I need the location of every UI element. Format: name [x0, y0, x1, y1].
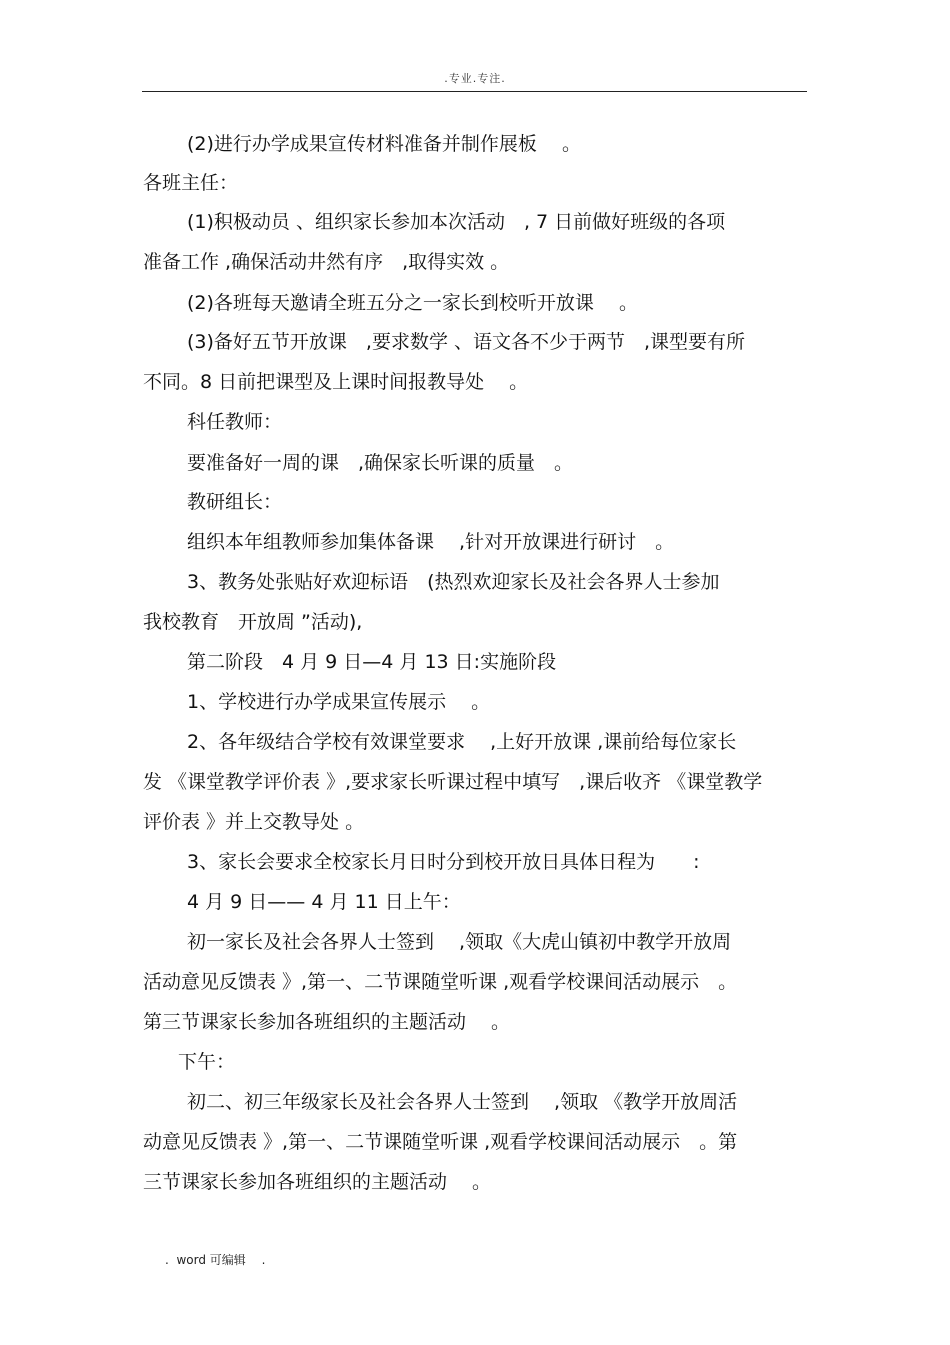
- body-line: 科任教师：: [187, 411, 283, 433]
- body-line: 评价表 》并上交教导处 。: [143, 811, 365, 833]
- page-header: .专业.专注.: [444, 72, 506, 85]
- body-line: 初一家长及社会各界人士签到 ,领取《大虎山镇初中教学开放周: [187, 931, 732, 953]
- body-line: 不同。8 日前把课型及上课时间报教导处 。: [143, 371, 529, 393]
- body-line: 教研组长：: [187, 491, 283, 513]
- page-footer: . word 可编辑 .: [165, 1253, 266, 1267]
- body-line: 要准备好一周的课 ,确保家长听课的质量 。: [187, 452, 574, 474]
- body-line: 初二、初三年级家长及社会各界人士签到 ,领取 《教学开放周活: [187, 1091, 738, 1113]
- body-line: 3、教务处张贴好欢迎标语 (热烈欢迎家长及社会各界人士参加: [187, 571, 720, 593]
- body-line: 准备工作 ,确保活动井然有序 ,取得实效 。: [143, 251, 510, 273]
- body-line: 第二阶段 4 月 9 日—4 月 13 日:实施阶段: [187, 651, 557, 673]
- body-line: (3)备好五节开放课 ,要求数学 、语文各不少于两节 ,课型要有所: [187, 331, 746, 353]
- body-line: 我校教育 开放周 ”活动),: [143, 611, 363, 633]
- body-line: 4 月 9 日—— 4 月 11 日上午：: [187, 891, 461, 913]
- body-line: 组织本年组教师参加集体备课 ,针对开放课进行研讨 。: [187, 531, 675, 553]
- body-line: 下午：: [178, 1051, 236, 1073]
- body-line: (1)积极动员 、组织家长参加本次活动 , 7 日前做好班级的各项: [187, 211, 726, 233]
- body-line: (2)各班每天邀请全班五分之一家长到校听开放课 。: [187, 292, 638, 314]
- body-line: 动意见反馈表 》,第一、二节课随堂听课 ,观看学校课间活动展示 。第: [143, 1131, 738, 1153]
- body-line: 3、家长会要求全校家长月日时分到校开放日具体日程为 :: [187, 851, 700, 873]
- body-line: 发 《课堂教学评价表 》,要求家长听课过程中填写 ,课后收齐 《课堂教学: [143, 771, 763, 793]
- body-line: 三节课家长参加各班组织的主题活动 。: [143, 1171, 492, 1193]
- body-line: 第三节课家长参加各班组织的主题活动 。: [143, 1011, 511, 1033]
- body-line: 各班主任：: [143, 172, 239, 194]
- body-line: 活动意见反馈表 》,第一、二节课随堂听课 ,观看学校课间活动展示 。: [143, 971, 738, 993]
- body-line: (2)进行办学成果宣传材料准备并制作展板 。: [187, 133, 581, 155]
- body-line: 2、各年级结合学校有效课堂要求 ,上好开放课 ,课前给每位家长: [187, 731, 737, 753]
- header-rule: [142, 91, 807, 92]
- body-line: 1、学校进行办学成果宣传展示 。: [187, 691, 491, 713]
